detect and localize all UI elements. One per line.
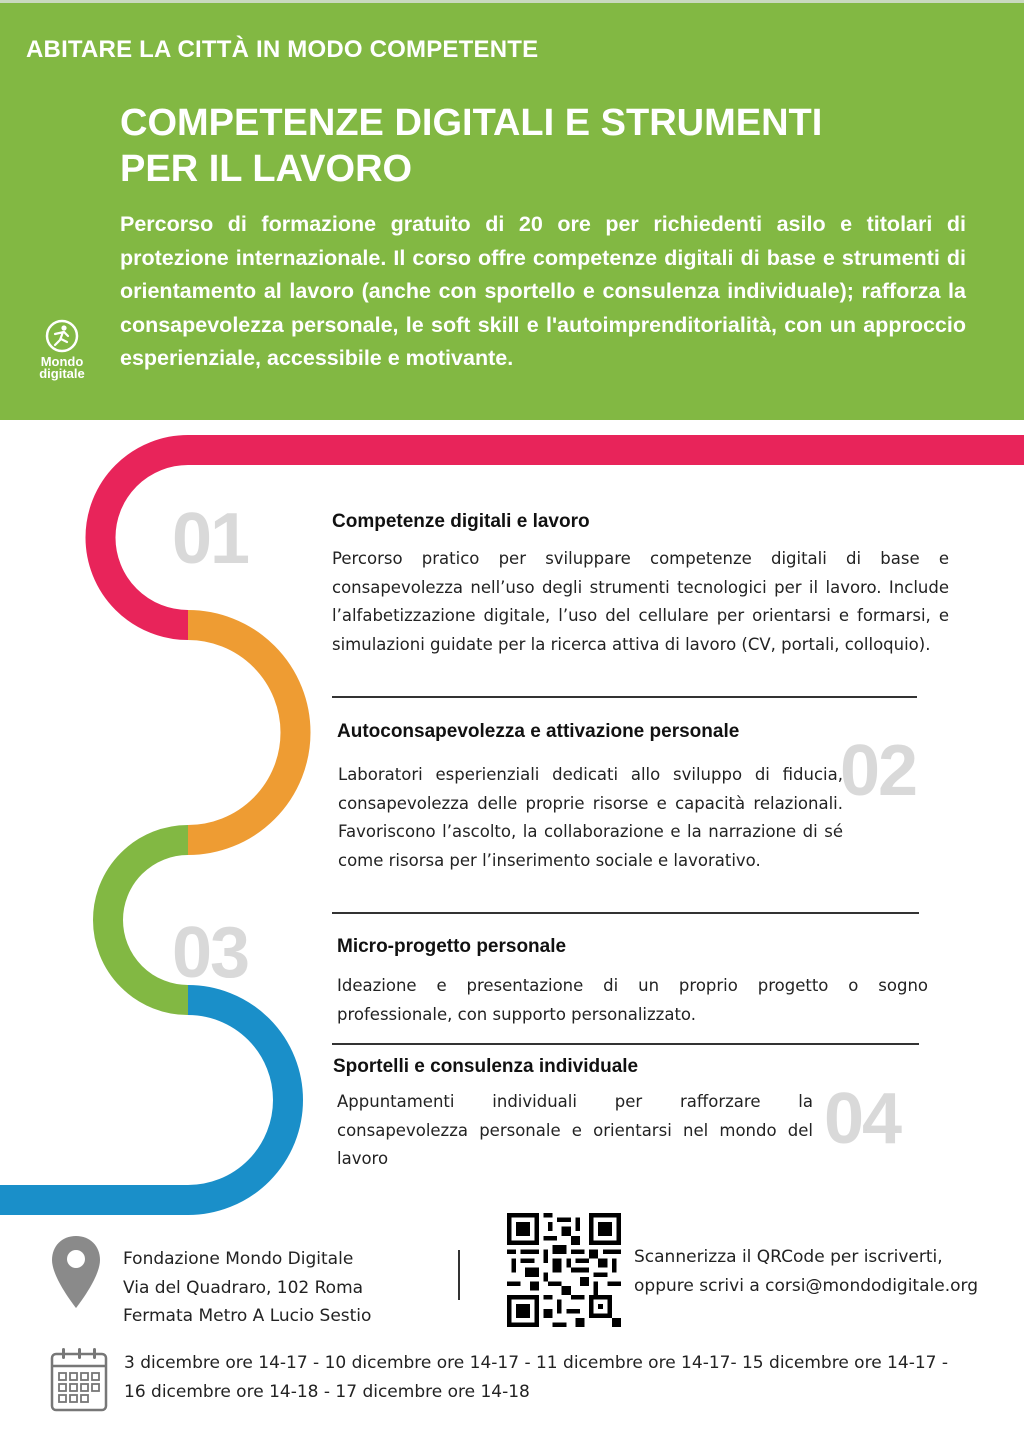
path-segment-orange <box>188 625 296 840</box>
intro-paragraph: Percorso di formazione gratuito di 20 ore per richiedenti asilo e titolari di protezione internazionale. Il corso offre competenze digitali di base e strumenti di orientamento al lavoro (anche con sportello e consulenza individuale); rafforza la consapevolezza personale, le soft skill e l'autoimprenditorialità, con un approccio esperienziale, accessibile e motivante. <box>120 212 966 370</box>
logo-line-2: digitale <box>39 366 85 381</box>
top-border <box>0 0 1024 3</box>
dates-line-1: 3 dicembre ore 14-17 - 10 dicembre ore 14-17 - 11 dicembre ore 14-17- 15 dicembre ore 14-17 - <box>124 1353 948 1373</box>
dates-line-2: 16 dicembre ore 14-18 - 17 dicembre ore 14-18 <box>124 1381 530 1402</box>
calendar-icon <box>50 1346 108 1412</box>
logo-line-1: Mondo <box>40 354 84 369</box>
mondo-digitale-logo <box>28 318 96 398</box>
section-body-04: Appuntamenti individuali per rafforzare la consapevolezza personale e orientarsi nel mondo del lavoro <box>337 1092 813 1168</box>
title-line-2: PER IL LAVORO <box>120 148 413 190</box>
logo-text <box>28 356 96 380</box>
address-line-3: Fermata Metro A Lucio Sestio <box>123 1306 372 1326</box>
qr-code[interactable] <box>507 1213 621 1327</box>
schedule-dates <box>124 1349 1004 1406</box>
page-title <box>120 100 980 192</box>
section-number-03: 03 <box>172 913 249 993</box>
header-kicker: ABITARE LA CITTÀ IN MODO COMPETENTE <box>26 36 539 63</box>
section-number-04: 04 <box>824 1079 901 1159</box>
section-number-01: 01 <box>172 499 249 579</box>
section-title-02: Autoconsapevolezza e attivazione personale <box>337 721 740 742</box>
location-pin-icon <box>50 1234 102 1310</box>
contact-email[interactable]: oppure scrivi a corsi@mondodigitale.org <box>634 1275 978 1296</box>
address-line-2: Via del Quadraro, 102 Roma <box>123 1277 364 1298</box>
section-divider-1 <box>332 696 917 698</box>
section-body-02: Laboratori esperienziali dedicati allo sviluppo di fiducia, consapevolezza delle proprie risorse e capacità relazionali. Favoriscono l’ascolto, la collaborazione e la narrazione di sé come risorsa per l’inserimento sociale e lavorativo. <box>338 765 843 870</box>
address-block <box>123 1245 371 1331</box>
section-title-04: Sportelli e consulenza individuale <box>333 1056 639 1077</box>
qr-instruction: Scannerizza il QRCode per iscriverti, <box>634 1247 943 1267</box>
section-body-03: Ideazione e presentazione di un proprio progetto o sogno professionale, con supporto personalizzato. <box>337 976 928 1024</box>
registration-info <box>634 1243 978 1300</box>
section-number-02: 02 <box>840 731 917 811</box>
footer-separator <box>458 1250 460 1300</box>
section-divider-2 <box>332 912 919 914</box>
section-title-03: Micro-progetto personale <box>337 936 567 957</box>
address-line-1: Fondazione Mondo Digitale <box>123 1249 354 1269</box>
title-line-1: COMPETENZE DIGITALI E STRUMENTI <box>120 102 823 144</box>
section-divider-3 <box>332 1043 919 1045</box>
path-segment-blue <box>0 1000 288 1200</box>
logo-figure-icon <box>44 318 80 354</box>
section-body-01: Percorso pratico per sviluppare competenze digitali di base e consapevolezza nell’uso degli strumenti tecnologici per il lavoro. Include l’alfabetizzazione digitale, l’uso del cellulare per orientarsi e formarsi, e simulazioni guidate per la ricerca attiva di lavoro (CV, portali, colloquio). <box>332 549 949 654</box>
section-title-01: Competenze digitali e lavoro <box>332 511 590 532</box>
